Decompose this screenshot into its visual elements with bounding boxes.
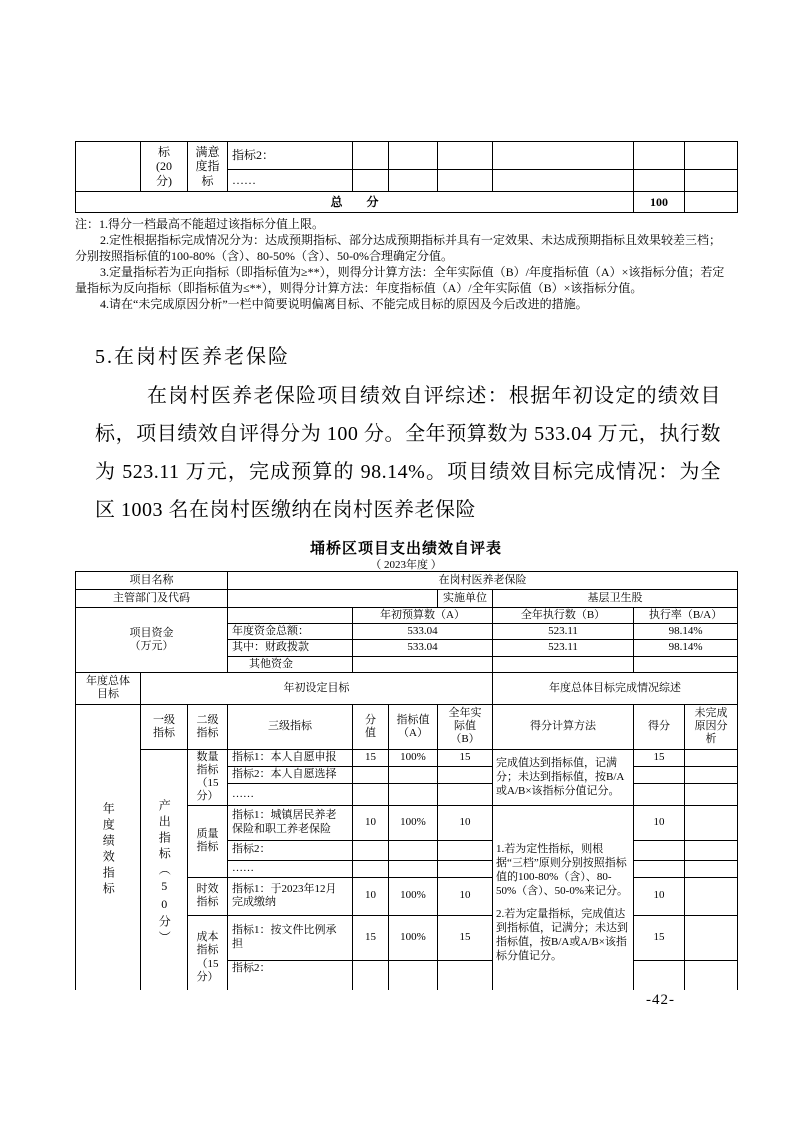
header-actual: 全年实际值（B） [448, 706, 482, 746]
actual-cell [438, 784, 493, 805]
points-cell [353, 840, 389, 860]
eval-table-year: （ 2023年度 ） [370, 559, 442, 571]
actual-cell [438, 960, 493, 990]
indicator-name-cell: 指标2： [228, 840, 353, 860]
empty-cell [685, 192, 738, 213]
quality-group-cell [188, 805, 228, 877]
level2-label-cell [188, 142, 228, 192]
funds-row-name-cell: 其中：财政拨款 [228, 640, 353, 656]
target-cell [389, 766, 438, 783]
header-method-cell: 得分计算方法 [493, 704, 634, 749]
empty-cell [353, 170, 389, 192]
points-cell: 15 [353, 749, 389, 766]
points-cell [353, 860, 389, 877]
header-pts-cell [353, 704, 389, 749]
points-cell [353, 766, 389, 783]
score-cell [634, 960, 685, 990]
reason-cell [685, 860, 738, 877]
score-cell: 10 [634, 877, 685, 915]
indicator-name-cell: …… [228, 784, 353, 805]
actual-cell [438, 840, 493, 860]
eval-table-title: 埇桥区项目支出绩效自评表 [309, 541, 502, 557]
indicator-name-cell: 指标2：本人自愿选择 [228, 766, 353, 783]
target-cell: 100% [389, 877, 438, 915]
cost-group-label: 成本指标（15分） [196, 931, 219, 983]
target-cell [389, 784, 438, 805]
actual-cell: 15 [438, 749, 493, 766]
indicator-name-cell: 指标1：城镇居民养老保险和职工养老保险 [228, 805, 353, 840]
cost-group-cell [188, 915, 228, 990]
funds-label-cell [76, 608, 228, 673]
level1-label: 标(20 分) [156, 144, 172, 188]
annual-perf-group-label: 年度绩效指标 [101, 802, 116, 899]
score-cell: 15 [634, 915, 685, 960]
dept-label-cell: 主管部门及代码 [76, 590, 228, 608]
output-group-label: 产出指标（50分） [157, 798, 172, 947]
impl-unit-label-cell: 实施单位 [438, 590, 493, 608]
score-cell: 10 [634, 805, 685, 840]
header-pts: 分值 [365, 713, 377, 739]
header-l1-cell [141, 704, 188, 749]
empty-cell [228, 608, 353, 624]
score-cell [634, 766, 685, 783]
budget-header-cell: 年初预算数（A） [353, 608, 493, 624]
reason-cell [685, 784, 738, 805]
note-item: 注：1.得分一档最高不能超过该指标分值上限。 [75, 217, 325, 231]
output-group-cell [141, 749, 188, 990]
header-reason: 未完成原因分析 [694, 706, 728, 746]
score-cell [634, 784, 685, 805]
header-score-cell: 得分 [634, 704, 685, 749]
indicator-name-cell: 指标1：本人自愿申报 [228, 749, 353, 766]
header-reason-cell [685, 704, 738, 749]
reason-cell [685, 877, 738, 915]
rate-header-cell: 执行率（B/A） [634, 608, 738, 624]
impl-unit-value-cell: 基层卫生股 [493, 590, 738, 608]
project-name-value-cell: 在岗村医养老保险 [228, 572, 738, 590]
method-text: 完成值达到指标值，记满分；未达到指标值，按B/A或A/B×该指标分值记分。 [496, 757, 625, 798]
empty-cell [438, 142, 493, 170]
header-l2-cell [188, 704, 228, 749]
funds-rate-cell: 98.14% [634, 624, 738, 640]
note-item: 3.定量指标若为正向指标（即指标值为≥**），则得分计算方法：全年实际值（B）/年度指标值（A）×该指标分值；若定量指标为反向指标（即指标值为≤**），则得分计算方法：年度指标值（A）/全年实际值（B）×该指标分值。 [75, 265, 725, 295]
time-group-label: 时效指标 [196, 882, 219, 908]
annual-goal-row [76, 672, 738, 704]
actual-header-cell: 全年执行数（B） [493, 608, 634, 624]
reason-cell [685, 749, 738, 766]
points-cell: 15 [353, 915, 389, 960]
funds-actual-cell [493, 656, 634, 672]
empty-cell [685, 170, 738, 192]
time-group-cell [188, 877, 228, 915]
funds-rate-cell [634, 656, 738, 672]
level1-label-cell [141, 142, 188, 192]
target-cell [389, 960, 438, 990]
method-cell [493, 805, 634, 990]
quantity-group-cell [188, 749, 228, 805]
page-number: -42- [646, 992, 675, 1008]
funds-actual-cell: 523.11 [493, 624, 634, 640]
empty-cell [634, 142, 685, 170]
points-cell [353, 960, 389, 990]
goal-label: 年度总体目标 [86, 675, 130, 701]
score-cell [634, 840, 685, 860]
empty-cell [634, 170, 685, 192]
empty-cell [438, 170, 493, 192]
section-paragraph: 在岗村医养老保险项目绩效自评综述：根据年初设定的绩效目标，项目绩效自评得分为 100 分。全年预算数为 533.04 万元，执行数为 523.11 万元，完成预算的 98.14%。项目绩效目标完成情况：为全区 1003 名在岗村医缴纳在岗村医养老保险 [95, 385, 721, 521]
funds-row-name-cell: 年度资金总额： [228, 624, 353, 640]
group-spacer-cell [76, 142, 141, 192]
empty-cell [353, 142, 389, 170]
project-name-row [76, 572, 738, 590]
target-cell [389, 840, 438, 860]
goal-label-cell [76, 672, 141, 704]
section-heading: 5.在岗村医养老保险 [95, 346, 290, 368]
indicator-name-cell: 指标1：于2023年12月完成缴纳 [228, 877, 353, 915]
indicator-name-cell: 指标1：按文件比例承担 [228, 915, 353, 960]
funds-budget-cell [353, 656, 493, 672]
actual-cell: 10 [438, 877, 493, 915]
points-cell: 10 [353, 877, 389, 915]
quality-group-label: 质量指标 [196, 827, 219, 853]
indicator-table-continuation [75, 141, 738, 213]
reason-cell [685, 805, 738, 840]
header-target-cell: 指标值（A） [389, 704, 438, 749]
note-item: 2.定性根据指标完成情况分为：达成预期指标、部分达成预期指标并具有一定效果、未达成预期指标且效果较差三档；分别按照指标值的100-80%（含）、80-50%（含）、50-0%合理确定分值。 [75, 233, 722, 263]
indicator-name-cell: …… [228, 860, 353, 877]
funds-budget-cell: 533.04 [353, 624, 493, 640]
reason-cell [685, 960, 738, 990]
actual-cell: 10 [438, 805, 493, 840]
indicator-header-row [76, 704, 738, 749]
quantity-group-label: 数量指标（15分） [196, 750, 219, 803]
points-cell [353, 784, 389, 805]
header-actual-cell [438, 704, 493, 749]
annual-perf-group-cell [76, 704, 141, 990]
level2-label: 满意度指标 [195, 144, 220, 188]
target-cell: 100% [389, 915, 438, 960]
funds-rate-cell: 98.14% [634, 640, 738, 656]
header-l1: 一级指标 [153, 713, 175, 739]
dept-row [76, 590, 738, 608]
reason-cell [685, 840, 738, 860]
empty-cell [389, 170, 438, 192]
level3-indicator-cell: 指标2： [228, 142, 353, 170]
empty-cell [389, 142, 438, 170]
reason-cell [685, 915, 738, 960]
total-score-cell: 100 [634, 192, 685, 213]
goal-initial-cell: 年初设定目标 [141, 672, 493, 704]
points-cell: 10 [353, 805, 389, 840]
method-text: 2.若为定量指标，完成值达到指标值，记满分；未达到指标值，按B/A或A/B×该指标分值记分。 [496, 908, 629, 962]
method-cell [493, 749, 634, 805]
method-text: 1.若为定性指标，则根据“三档”原则分别按照指标值的100-80%（含）、80-50%（含）、50-0%来记分。 [496, 843, 629, 897]
indicator-row [76, 749, 738, 766]
target-cell: 100% [389, 749, 438, 766]
target-cell [389, 860, 438, 877]
funds-header-row [76, 608, 738, 624]
target-cell: 100% [389, 805, 438, 840]
empty-cell [685, 142, 738, 170]
score-cell [634, 860, 685, 877]
actual-cell [438, 860, 493, 877]
header-l3-cell: 三级指标 [228, 704, 353, 749]
empty-cell [493, 142, 634, 170]
dept-value-cell [228, 590, 438, 608]
empty-cell [493, 170, 634, 192]
project-name-label-cell: 项目名称 [76, 572, 228, 590]
level3-indicator-cell: …… [228, 170, 353, 192]
notes [75, 216, 727, 312]
funds-label: 项目资金（万元） [129, 626, 174, 652]
score-cell: 15 [634, 749, 685, 766]
total-label-cell: 总 分 [76, 192, 634, 213]
actual-cell: 15 [438, 915, 493, 960]
note-item: 4.请在“未完成原因分析”一栏中简要说明偏离目标、不能完成目标的原因及今后改进的措施。 [100, 297, 588, 311]
reason-cell [685, 766, 738, 783]
header-l2: 二级指标 [196, 713, 219, 739]
actual-cell [438, 766, 493, 783]
eval-table-clip [75, 571, 741, 990]
project-self-eval-table [75, 571, 738, 990]
indicator-name-cell: 指标2： [228, 960, 353, 990]
goal-summary-cell: 年度总体目标完成情况综述 [493, 672, 738, 704]
funds-actual-cell: 523.11 [493, 640, 634, 656]
funds-row-name-cell: 其他资金 [228, 656, 353, 672]
funds-budget-cell: 533.04 [353, 640, 493, 656]
